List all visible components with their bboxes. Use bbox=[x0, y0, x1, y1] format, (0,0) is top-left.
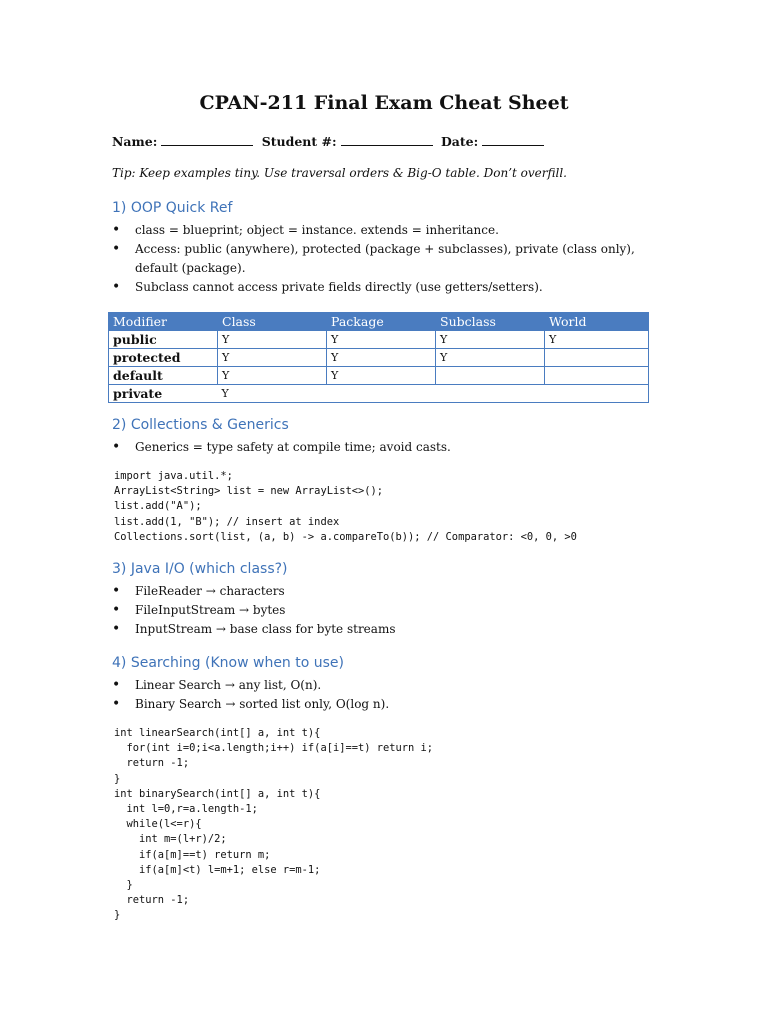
bullet-icon: • bbox=[112, 222, 121, 238]
column-header: World bbox=[545, 313, 649, 331]
collections-code-block: import java.util.*; ArrayList<String> list = new ArrayList<>(); list.add("A"); list.add(1, "B"); // insert at index Collections.sort(list, (a, b) -> a.compareTo(b)); // Comparator: <0, 0, >0 bbox=[114, 470, 577, 543]
student-info-fields bbox=[112, 134, 548, 149]
list-item: • Subclass cannot access private fields directly (use getters/setters). bbox=[112, 279, 543, 295]
list-item: • Generics = type safety at compile time; avoid casts. bbox=[112, 439, 451, 455]
column-header: Class bbox=[218, 313, 327, 331]
table-cell: Y bbox=[218, 331, 327, 349]
table-cell: Y bbox=[218, 385, 327, 403]
collections-bullet-list bbox=[112, 438, 652, 457]
bullet-icon: • bbox=[112, 621, 121, 637]
bullet-icon: • bbox=[112, 677, 121, 693]
searching-bullet-list bbox=[112, 676, 652, 714]
table-cell: Y bbox=[327, 349, 436, 367]
column-header: Subclass bbox=[436, 313, 545, 331]
section-heading-collections: 2) Collections & Generics bbox=[112, 417, 289, 433]
section-heading-searching: 4) Searching (Know when to use) bbox=[112, 655, 345, 671]
list-item: • FileReader → characters bbox=[112, 583, 285, 599]
tip-text: Tip: Keep examples tiny. Use traversal orders & Big-O table. Don’t overfill. bbox=[112, 166, 567, 180]
table-cell bbox=[436, 367, 545, 385]
list-item: • Binary Search → sorted list only, O(log n). bbox=[112, 696, 390, 712]
list-item: • FileInputStream → bytes bbox=[112, 602, 286, 618]
student-number-blank bbox=[341, 134, 433, 146]
table-cell bbox=[436, 385, 545, 403]
table-cell: Y bbox=[218, 349, 327, 367]
column-header: Package bbox=[327, 313, 436, 331]
table-cell: Y bbox=[218, 367, 327, 385]
table-row bbox=[109, 349, 649, 367]
table-cell: public bbox=[109, 331, 218, 349]
table-header-row bbox=[109, 313, 649, 331]
table-cell bbox=[327, 385, 436, 403]
bullet-icon: • bbox=[112, 602, 121, 618]
searching-code-block: int linearSearch(int[] a, int t){ for(int i=0;i<a.length;i++) if(a[i]==t) return i; return -1; } int binarySearch(int[] a, int t){ int l=0,r=a.length-1; while(l<=r){ int m=(l+r)/2; if(a[m]==t) return m; if(a[m]<t) l=m+1; else r=m-1; } return -1; } bbox=[114, 727, 434, 922]
table-cell: protected bbox=[109, 349, 218, 367]
date-blank bbox=[482, 134, 544, 146]
io-bullet-list bbox=[112, 582, 652, 639]
name-blank bbox=[161, 134, 253, 146]
table-row bbox=[109, 367, 649, 385]
table-row bbox=[109, 385, 649, 403]
table-cell: Y bbox=[436, 331, 545, 349]
bullet-icon: • bbox=[112, 241, 121, 257]
table-cell: Y bbox=[545, 331, 649, 349]
bullet-icon: • bbox=[112, 439, 121, 455]
list-item: • InputStream → base class for byte streams bbox=[112, 621, 396, 637]
table-cell: private bbox=[109, 385, 218, 403]
table-cell: default bbox=[109, 367, 218, 385]
column-header: Modifier bbox=[109, 313, 218, 331]
student-number-label: Student #: bbox=[261, 134, 337, 149]
list-item: • Linear Search → any list, O(n). bbox=[112, 677, 322, 693]
oop-bullet-list bbox=[112, 221, 652, 297]
table-cell: Y bbox=[436, 349, 545, 367]
table-cell: Y bbox=[327, 367, 436, 385]
table-row bbox=[109, 331, 649, 349]
table-cell bbox=[545, 385, 649, 403]
name-label: Name: bbox=[112, 134, 158, 149]
list-item: • Access: public (anywhere), protected (package + subclasses), private (class only), default (package). bbox=[112, 241, 635, 275]
table-cell bbox=[545, 367, 649, 385]
section-heading-oop: 1) OOP Quick Ref bbox=[112, 200, 233, 216]
section-heading-io: 3) Java I/O (which class?) bbox=[112, 561, 288, 577]
bullet-icon: • bbox=[112, 583, 121, 599]
access-modifier-table bbox=[108, 312, 649, 403]
table-cell bbox=[545, 349, 649, 367]
bullet-icon: • bbox=[112, 696, 121, 712]
page-title: CPAN-211 Final Exam Cheat Sheet bbox=[199, 92, 569, 114]
bullet-icon: • bbox=[112, 279, 121, 295]
list-item: • class = blueprint; object = instance. extends = inheritance. bbox=[112, 222, 499, 238]
date-label: Date: bbox=[440, 134, 479, 149]
table-cell: Y bbox=[327, 331, 436, 349]
